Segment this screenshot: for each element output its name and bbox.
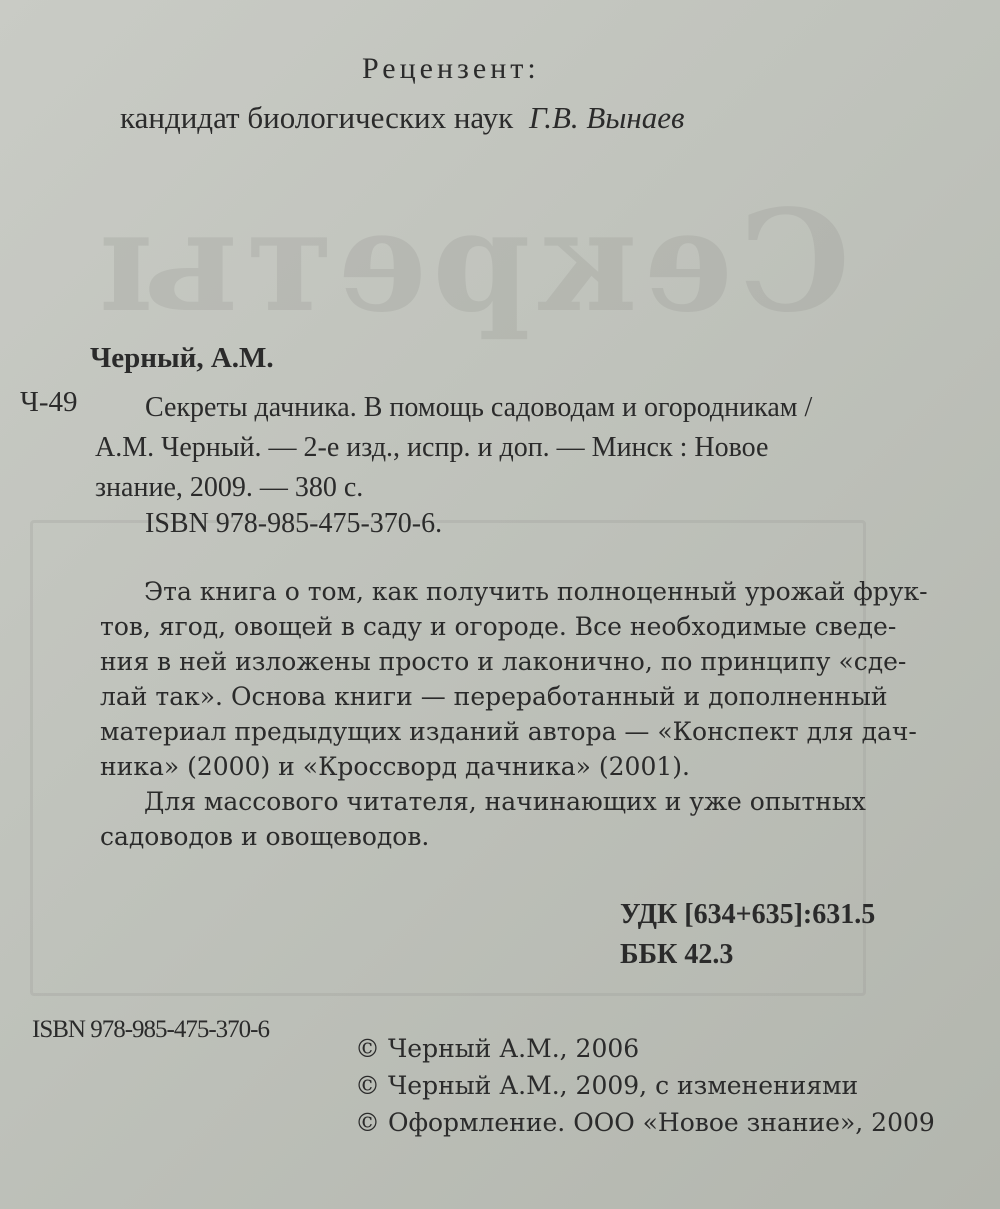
classification-codes	[620, 895, 875, 975]
reviewer-title: Рецензент:	[362, 52, 540, 85]
annotation-line: Для массового читателя, начинающих и уже опытных	[144, 787, 866, 816]
bbk-code: ББК 42.3	[620, 939, 734, 970]
annotation-line: материал предыдущих изданий автора — «Конспект для дач-	[100, 717, 917, 746]
annotation-line: ния в ней изложены просто и лаконично, по принципу «сде-	[100, 647, 907, 676]
annotation	[100, 574, 968, 854]
bottom-isbn: ISBN 978-985-475-370-6	[32, 1016, 270, 1043]
copyright-line: © Черный А.М., 2009, с изменениями	[355, 1071, 859, 1100]
bib-line: Секреты дачника. В помощь садоводам и огородникам /	[145, 392, 813, 423]
bib-line: знание, 2009. — 380 с.	[95, 472, 364, 503]
catalog-shelf-code: Ч-49	[20, 386, 78, 418]
reviewer-name: Г.В. Вынаев	[528, 100, 685, 135]
copyright-line: © Черный А.М., 2006	[355, 1034, 640, 1063]
bib-line: А.М. Черный. — 2-е изд., испр. и доп. — Минск : Новое	[95, 432, 769, 463]
annotation-line: Эта книга о том, как получить полноценный урожай фрук-	[144, 577, 928, 606]
reviewer-degree: кандидат биологических наук	[120, 100, 514, 135]
udk-code: УДК [634+635]:631.5	[620, 899, 876, 930]
annotation-line: ника» (2000) и «Кроссворд дачника» (2001).	[100, 752, 690, 781]
catalog-bibliographic-entry	[95, 388, 813, 508]
annotation-line: садоводов и овощеводов.	[100, 822, 430, 851]
catalog-author: Черный, А.М.	[90, 342, 274, 374]
catalog-isbn: ISBN 978-985-475-370-6.	[145, 508, 443, 539]
show-through-cover-text: Секреты	[92, 180, 850, 344]
reviewer-credit	[120, 100, 684, 136]
copyright-line: © Оформление. ООО «Новое знание», 2009	[355, 1108, 935, 1137]
annotation-line: тов, ягод, овощей в саду и огороде. Все необходимые сведе-	[100, 612, 897, 641]
copyright-block	[355, 1030, 935, 1141]
annotation-line: лай так». Основа книги — переработанный и дополненный	[100, 682, 888, 711]
